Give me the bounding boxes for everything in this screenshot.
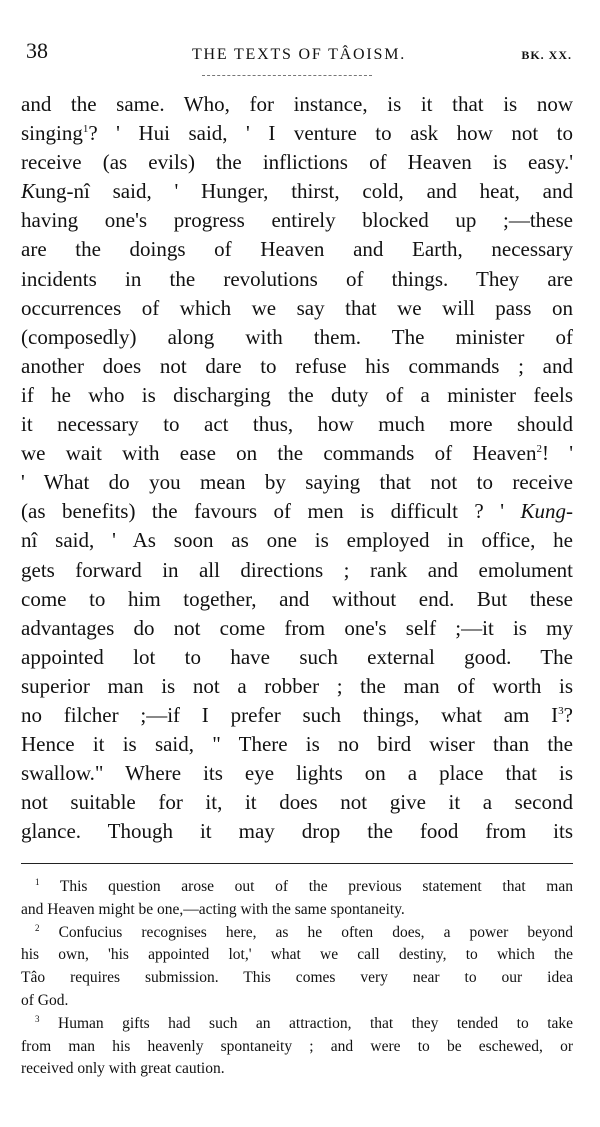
- book-reference: BK. XX.: [521, 48, 572, 62]
- footnote-ref-2: 2: [536, 443, 542, 456]
- text-line: come to him together, and without end. But these: [21, 586, 573, 611]
- footnote-ref-3: 3: [558, 704, 564, 717]
- text-line: superior man is not a robber ; the man of worth is: [21, 673, 573, 698]
- main-text: [21, 90, 573, 846]
- text-fragment-italic: Kung-: [520, 499, 574, 524]
- text-line: nî said, ' As soon as one is employed in office, he: [21, 528, 573, 553]
- text-fragment: we wait with ease on the commands of Heaven: [21, 441, 537, 466]
- text-line: gets forward in all directions ; rank and emolument: [21, 557, 573, 582]
- text-line: Kung-nî said, ' Hunger, thirst, cold, and heat, and: [21, 179, 573, 204]
- footnote-2-line: of God.: [21, 991, 69, 1009]
- text-line: receive (as evils) the inflictions of Heaven is easy.': [21, 150, 573, 175]
- header-rule: [202, 75, 372, 76]
- page-header: [26, 38, 572, 72]
- text-line: [21, 439, 573, 468]
- text-line: [21, 119, 573, 148]
- footnotes: [21, 876, 573, 1081]
- text-line: occurrences of which we say that we will pass on: [21, 295, 573, 320]
- page-number: 38: [26, 38, 48, 63]
- footnote-3-line: from man his heavenly spontaneity ; and were to be eschewed, or: [21, 1037, 573, 1055]
- footnote-marker-3: 3: [35, 1013, 40, 1024]
- text-line: having one's progress entirely blocked up ;—these: [21, 208, 573, 233]
- footnote-2-line: [21, 922, 573, 945]
- footnote-1-line: [21, 876, 573, 899]
- running-title: THE TEXTS OF TÂOISM.: [191, 46, 407, 63]
- footnote-text: This question arose out of the previous statement that man: [59, 878, 573, 895]
- footnote-divider: [21, 863, 573, 864]
- footnote-marker-1: 1: [35, 877, 40, 887]
- text-line: another does not dare to refuse his commands ; and: [21, 353, 573, 378]
- text-line: Hence it is said, " There is no bird wiser than the: [21, 732, 573, 757]
- text-line: it necessary to act thus, how much more should: [21, 412, 573, 437]
- text-fragment: (as benefits) the favours of men is difficult ? ': [21, 499, 505, 524]
- text-fragment: no filcher ;—if I prefer such things, what am I: [21, 702, 559, 727]
- text-fragment: ?: [563, 702, 573, 727]
- footnote-2-line: his own, 'his appointed lot,' what we call destiny, to which the: [21, 946, 573, 964]
- footnote-3-line: received only with great caution.: [21, 1060, 225, 1078]
- text-line: ' What do you mean by saying that not to receive: [21, 470, 573, 495]
- text-line: glance. Though it may drop the food from its: [21, 819, 573, 844]
- text-line: [21, 497, 573, 526]
- text-line: (composedly) along with them. The minister of: [21, 324, 573, 349]
- text-line: incidents in the revolutions of things. They are: [21, 266, 573, 291]
- footnote-marker-2: 2: [35, 922, 40, 933]
- text-fragment: ! ': [541, 441, 574, 466]
- text-line: appointed lot to have such external good. The: [21, 644, 573, 669]
- text-line: swallow." Where its eye lights on a place that is: [21, 761, 573, 786]
- footnote-3-line: [21, 1013, 573, 1036]
- footnote-2-line: Tâo requires submission. This comes very near to our idea: [21, 969, 573, 987]
- footnote-1-line: and Heaven might be one,—acting with the same spontaneity.: [21, 900, 405, 918]
- text-line: and the same. Who, for instance, is it that is now: [21, 92, 573, 116]
- text-line: are the doings of Heaven and Earth, necessary: [21, 237, 573, 262]
- footnote-text: Human gifts had such an attraction, that they tended to take: [58, 1014, 574, 1032]
- text-fragment-italic: K: [21, 179, 36, 204]
- text-fragment: ? ' Hui said, ' I venture to ask how not to: [88, 121, 573, 146]
- footnote-ref-1: 1: [82, 123, 89, 136]
- text-fragment: singing: [21, 121, 83, 146]
- text-line: [21, 701, 573, 730]
- text-line: not suitable for it, it does not give it a second: [21, 790, 573, 815]
- text-line: if he who is discharging the duty of a minister feels: [21, 382, 573, 407]
- text-line: advantages do not come from one's self ;—it is my: [21, 615, 573, 640]
- footnote-text: Confucius recognises here, as he often does, a power beyond: [58, 923, 573, 941]
